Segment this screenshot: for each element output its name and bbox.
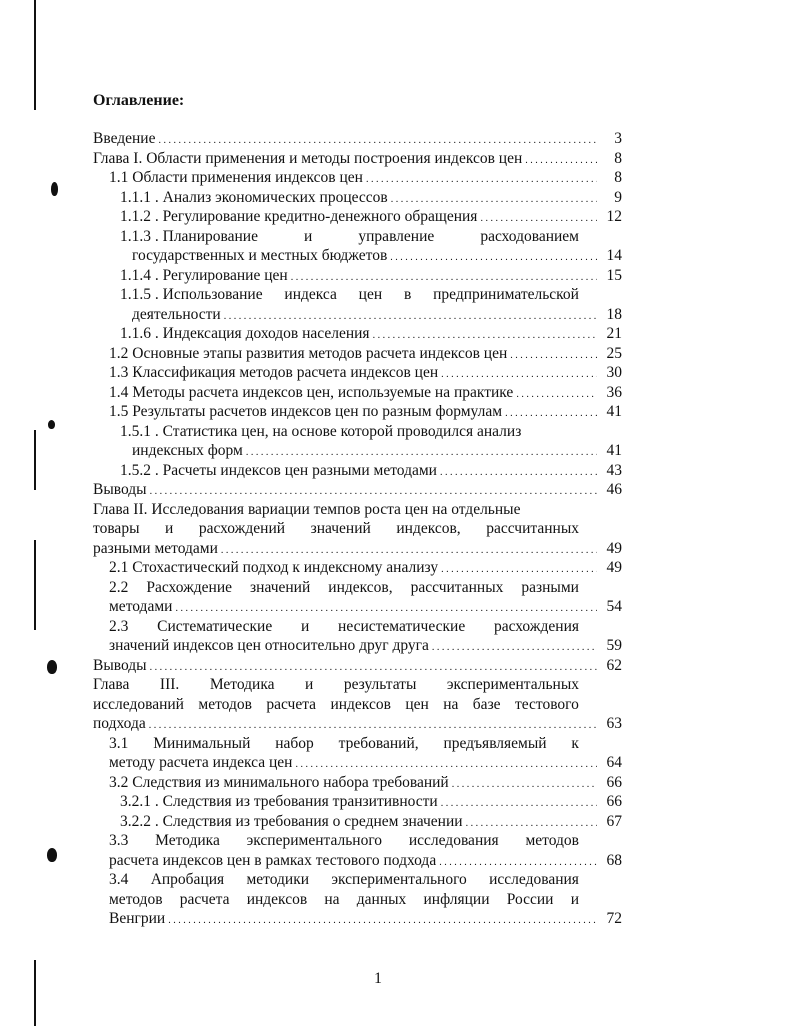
binding-line-mid [34, 430, 36, 490]
binding-line-low [34, 540, 36, 630]
toc-entry-3-4-line1: 3.4 Апробация методики экспериментального исследования [109, 871, 579, 888]
toc-entry-3-3-line2: расчета индексов цен в рамках тестового подхода . . . 68 [109, 852, 622, 872]
toc-entry-conclusions-1: Выводы . . . 46 [93, 481, 622, 501]
toc-entry-chapter-3-line1: Глава III. Методика и результаты экспериментальных [93, 676, 579, 693]
punch-hole [48, 420, 55, 429]
punch-hole [47, 848, 57, 862]
toc-entry-1-1-6: 1.1.6 . Индексация доходов населения . . . 21 [120, 325, 622, 345]
toc-entry-3-3-line1: 3.3 Методика экспериментального исследования методов [109, 832, 579, 849]
toc-entry-1-1-4: 1.1.4 . Регулирование цен . . . 15 [120, 267, 622, 287]
punch-hole [47, 660, 57, 674]
toc-entry-2-2-line2: методами . . . 54 [109, 598, 622, 618]
page-number: 1 [374, 970, 382, 987]
toc-entry-3-4-line3: Венгрии . . . 72 [109, 910, 622, 930]
binding-line-top [34, 0, 36, 110]
toc-entry-3-1-line2: методу расчета индекса цен . . . 64 [109, 754, 622, 774]
toc-entry-1-5-1-line1: 1.5.1 . Статистика цен, на основе которой проводился анализ [120, 422, 522, 440]
binding-line-bottom [34, 960, 36, 1026]
toc-entry-3-1-line1: 3.1 Минимальный набор требований, предъявляемый к [109, 734, 579, 752]
toc-entry-1-1-3-line1: 1.1.3 . Планирование и управление расходованием [120, 227, 579, 245]
toc-entry-2-3-line2: значений индексов цен относительно друг друга . . . 59 [109, 637, 622, 657]
toc-entry-1-5-1-line2: индексных форм . . . 41 [132, 442, 622, 462]
toc-entry-2-3-line1: 2.3 Систематические и несистематические расхождения [109, 617, 579, 635]
toc-entry-1-5-2: 1.5.2 . Расчеты индексов цен разными методами . . . 43 [120, 462, 622, 482]
toc-entry-1-4: 1.4 Методы расчета индексов цен, используемые на практике . . . 36 [109, 384, 622, 404]
toc-entry-3-2-2: 3.2.2 . Следствия из требования о среднем значении . . . 67 [120, 813, 622, 833]
toc-entry-1-1-3-line2: государственных и местных бюджетов . . . 14 [132, 247, 622, 267]
toc-entry-chapter-1: Глава I. Области применения и методы построения индексов цен . . . 8 [93, 150, 622, 170]
toc-entry-1-5: 1.5 Результаты расчетов индексов цен по разным формулам . . . 41 [109, 403, 622, 423]
toc-entry-1-1-2: 1.1.2 . Регулирование кредитно-денежного обращения . . . 12 [120, 208, 622, 228]
toc-entry-conclusions-2: Выводы . . . 62 [93, 657, 622, 677]
toc-entry-3-4-line2: методов расчета индексов на данных инфляции России и [109, 890, 579, 908]
toc-entry-1-2: 1.2 Основные этапы развития методов расчета индексов цен . . . 25 [109, 345, 622, 365]
toc-entry-1-1: 1.1 Области применения индексов цен . . . 8 [109, 169, 622, 189]
toc-entry-chapter-3-line3: подхода . . . 63 [93, 715, 622, 735]
toc-title: Оглавление: [93, 92, 185, 109]
toc-entry-1-1-5-line1: 1.1.5 . Использование индекса цен в предпринимательской [120, 286, 579, 303]
toc-entry-chapter-2-line2: товары и расхождений значений индексов, рассчитанных [93, 520, 579, 537]
toc-entry-introduction: Введение . . . 3 [93, 130, 622, 150]
toc-entry-3-2-1: 3.2.1 . Следствия из требования транзитивности . . . 66 [120, 793, 622, 813]
toc-entry-3-2: 3.2 Следствия из минимального набора требований . . . 66 [109, 774, 622, 794]
toc-entry-chapter-2-line3: разными методами . . . 49 [93, 540, 622, 560]
toc-entry-chapter-2-line1: Глава II. Исследования вариации темпов роста цен на отдельные [93, 500, 521, 518]
toc-entry-2-2-line1: 2.2 Расхождение значений индексов, рассчитанных разными [109, 578, 579, 596]
punch-hole [51, 182, 58, 196]
toc-entry-1-1-1: 1.1.1 . Анализ экономических процессов . . . 9 [120, 189, 622, 209]
toc-entry-chapter-3-line2: исследований методов расчета индексов цен на базе тестового [93, 695, 579, 713]
toc-entry-2-1: 2.1 Стохастический подход к индексному анализу . . . 49 [109, 559, 622, 579]
toc-entry-1-1-5-line2: деятельности . . . 18 [132, 306, 622, 326]
toc-entry-1-3: 1.3 Классификация методов расчета индексов цен . . . 30 [109, 364, 622, 384]
